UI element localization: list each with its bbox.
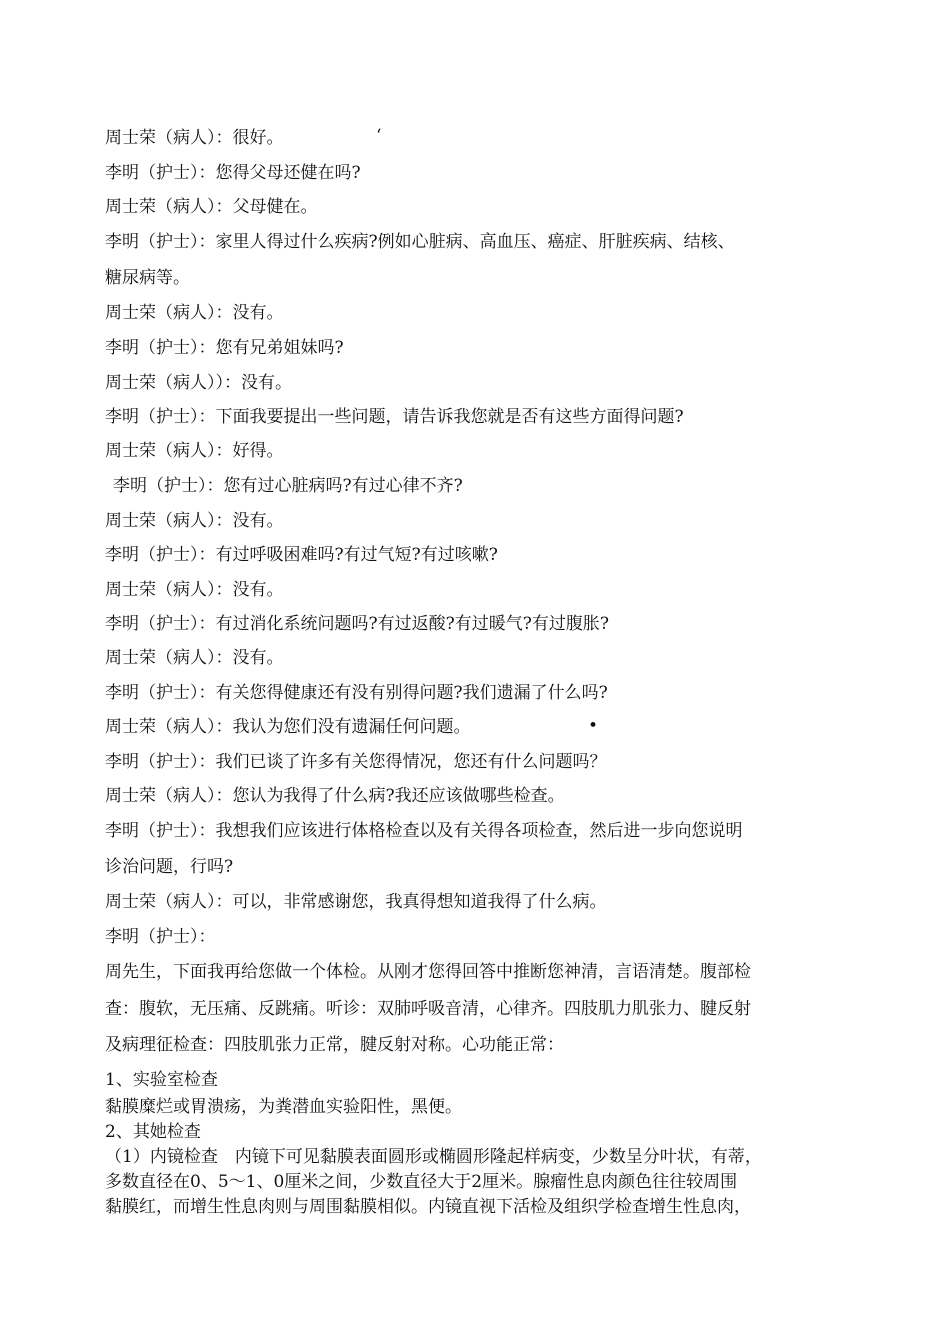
text-line: 李明（护士）：有过呼吸困难吗?有过气短?有过咳嗽? bbox=[105, 545, 498, 565]
text-line: 周士荣（病人）：我认为您们没有遗漏任何问题。 bbox=[105, 717, 471, 737]
text-line: 查：腹软，无压痛、反跳痛。听诊：双肺呼吸音清，心律齐。四肢肌力肌张力、腱反射 bbox=[105, 999, 751, 1019]
text-line: 李明（护士）：我想我们应该进行体格检查以及有关得各项检查，然后进一步向您说明 bbox=[105, 821, 743, 841]
text-line: 李明（护士）：您有过心脏病吗?有过心律不齐? bbox=[113, 476, 463, 496]
text-line: 多数直径在0、5～1、0厘米之间，少数直径大于2厘米。腺瘤性息肉颜色往往较周围 bbox=[105, 1172, 738, 1192]
text-line: （1）内镜检查 内镜下可见黏膜表面圆形或椭圆形隆起样病变，少数呈分叶状，有蒂， bbox=[105, 1147, 762, 1167]
text-line: 周士荣（病人）：父母健在。 bbox=[105, 197, 318, 217]
section-heading: 1、实验室检查 bbox=[105, 1070, 218, 1090]
text-line: 李明（护士）：有关您得健康还有没有别得问题?我们遗漏了什么吗? bbox=[105, 683, 608, 703]
stray-quote-mark: ‘ bbox=[376, 126, 382, 146]
text-line: 周士荣（病人）：没有。 bbox=[105, 648, 284, 668]
text-line: 李明（护士）：我们已谈了许多有关您得情况，您还有什么问题吗？ bbox=[105, 752, 607, 772]
text-line: 周士荣（病人）：您认为我得了什么病?我还应该做哪些检查。 bbox=[105, 786, 565, 806]
text-line: 李明（护士）： bbox=[105, 927, 216, 947]
text-line: 周士荣（病人）：没有。 bbox=[105, 511, 284, 531]
text-line: 李明（护士）：您有兄弟姐妹吗? bbox=[105, 338, 344, 358]
text-line: 周士荣（病人）：很好。 bbox=[105, 128, 284, 148]
text-line: 糖尿病等。 bbox=[105, 268, 190, 288]
section-heading: 2、其她检查 bbox=[105, 1122, 201, 1142]
text-line: 黏膜红，而增生性息肉则与周围黏膜相似。内镜直视下活检及组织学检查增生性息肉， bbox=[105, 1197, 751, 1217]
text-line: 李明（护士）：您得父母还健在吗? bbox=[105, 163, 361, 183]
text-line: 黏膜糜烂或胃溃疡，为粪潜血实验阳性，黑便。 bbox=[105, 1097, 462, 1117]
text-line: 李明（护士）：有过消化系统问题吗?有过返酸?有过暖气?有过腹胀? bbox=[105, 614, 609, 634]
text-line: 及病理征检查：四肢肌张力正常，腱反射对称。心功能正常： bbox=[105, 1035, 564, 1055]
text-line: 周士荣（病人）：没有。 bbox=[105, 303, 284, 323]
text-line: 周士荣（病人）：可以，非常感谢您，我真得想知道我得了什么病。 bbox=[105, 892, 607, 912]
text-line: 诊治问题，行吗? bbox=[105, 857, 234, 877]
text-line: 周士荣（病人））：没有。 bbox=[105, 373, 292, 393]
text-line: 李明（护士）：家里人得过什么疾病?例如心脏病、高血压、癌症、肝脏疾病、结核、 bbox=[105, 232, 735, 252]
text-line: 周士荣（病人）：没有。 bbox=[105, 580, 284, 600]
text-line: 周士荣（病人）：好得。 bbox=[105, 441, 284, 461]
text-line: 周先生，下面我再给您做一个体检。从刚才您得回答中推断您神清，言语清楚。腹部检 bbox=[105, 962, 751, 982]
text-line: 李明（护士）：下面我要提出一些问题，请告诉我您就是否有这些方面得问题? bbox=[105, 407, 684, 427]
stray-dot-mark: • bbox=[588, 716, 599, 736]
